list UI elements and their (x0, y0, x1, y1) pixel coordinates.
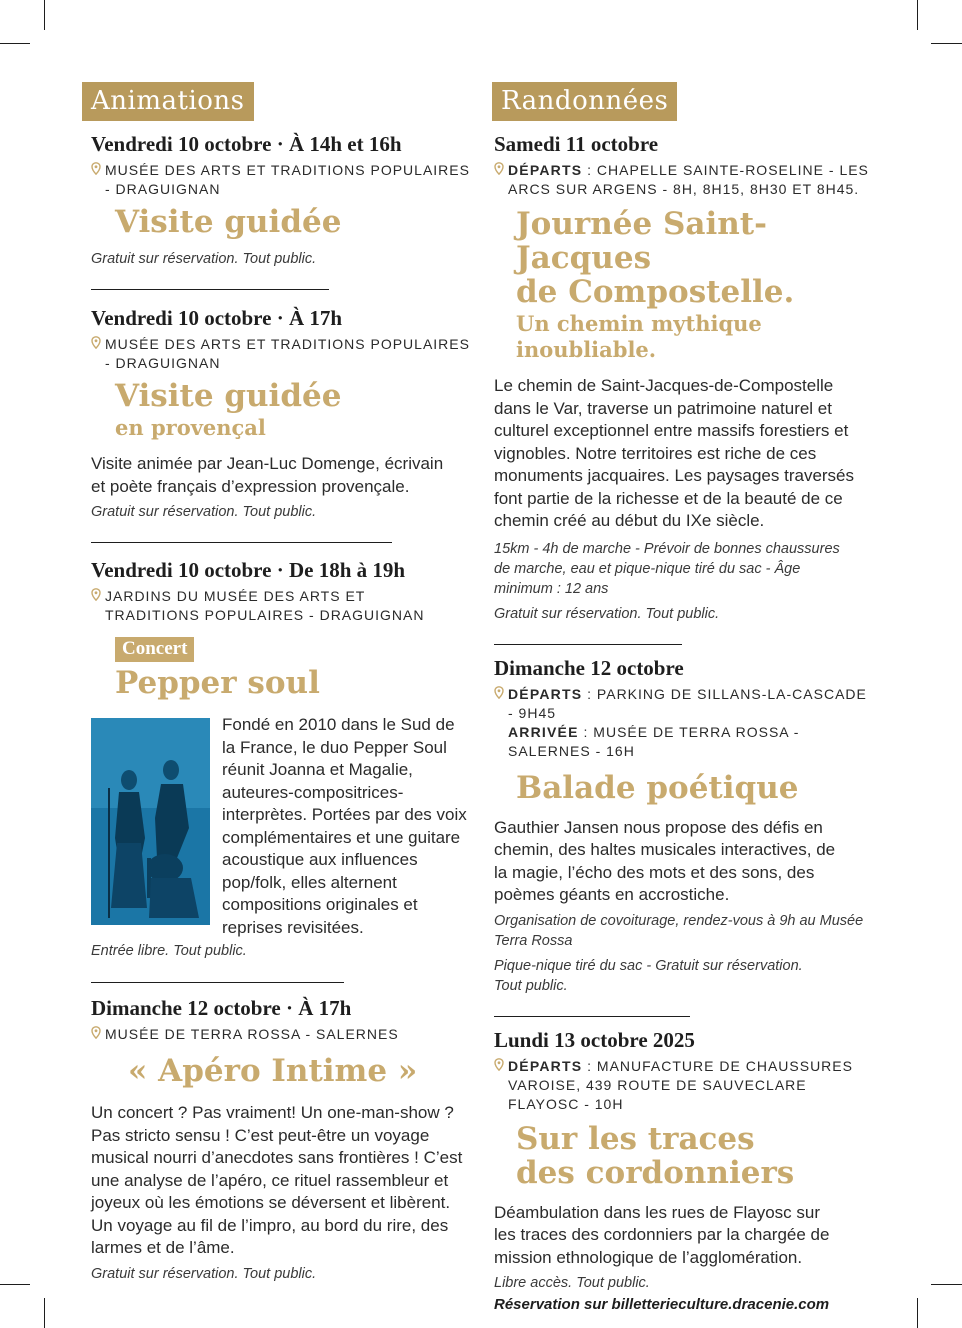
event-title-line: des cordonniers (516, 1154, 795, 1191)
event-title: Balade poétique (516, 769, 799, 806)
event-place (91, 1025, 472, 1044)
crop-mark (44, 1298, 45, 1328)
event-visite-provencal (82, 305, 472, 522)
crop-mark (931, 1284, 962, 1285)
event-title: Pepper soul (115, 665, 320, 701)
event-note: Pique-nique tiré du sac - Gratuit sur réservation. Tout public. (494, 957, 803, 994)
departs-label: DÉPARTS (508, 1057, 583, 1074)
event-title: Visite guidée (115, 378, 342, 414)
place-text: JARDINS DU MUSÉE DES ARTS ET TRADITIONS POPULAIRES - DRAGUIGNAN (105, 588, 425, 623)
randonnees-column (492, 82, 882, 1313)
section-title-randonnees: Randonnées (492, 82, 677, 121)
event-place (91, 335, 472, 373)
departs-text: : CHAPELLE SAINTE-ROSELINE - LES ARCS SUR ARGENS - 8H, 8H15, 8H30 ET 8H45. (508, 162, 869, 197)
divider (494, 1016, 690, 1017)
event-title (516, 1122, 882, 1190)
event-description: Le chemin de Saint-Jacques-de-Compostelle dans le Var, traverse un patrimoine naturel et culturel exceptionnel entre massifs forestiers et vignobles. Notre territoires est riche de ces monuments jacquaires. Les paysages traversés font partie de la richesse et de la beauté de ce chemin créé au début du IXe siècle. (494, 376, 855, 530)
event-note: Gratuit sur réservation. Tout public. (494, 605, 720, 622)
place-text (508, 685, 876, 761)
event-subtitle: Un chemin mythique inoubliable. (516, 311, 762, 362)
event-title-line: Sur les traces (516, 1120, 755, 1157)
location-pin-icon (494, 1057, 508, 1114)
place-text (508, 161, 873, 199)
location-pin-icon (494, 685, 508, 761)
event-date: Dimanche 12 octobre (494, 655, 684, 680)
event-description: Déambulation dans les rues de Flayosc sur les traces des cordonniers par la chargée de mission ethnologique de l’agglomération. (494, 1202, 830, 1267)
event-description: Gauthier Jansen nous propose des défis en chemin, des haltes musicales interactives, de la magie, l’écho des mots et des sons, des poèmes géants en accrostiche. (494, 817, 836, 904)
location-pin-icon (91, 1025, 105, 1044)
event-note: 15km - 4h de marche - Prévoir de bonnes chaussures de marche, eau et pique-nique tiré du sac - Âge minimum : 12 ans (494, 540, 840, 597)
event-note: Organisation de covoiturage, rendez-vous à 9h au Musée Terra Rossa (494, 912, 864, 949)
concert-block (91, 714, 472, 939)
event-description: Visite animée par Jean-Luc Domenge, écrivain et poète français d’expression provençale. (91, 454, 444, 496)
location-pin-icon (91, 587, 105, 625)
concert-photo (91, 718, 210, 925)
concert-badge: Concert (115, 637, 194, 662)
departs-label: DÉPARTS (508, 685, 583, 702)
event-description: Fondé en 2010 dans le Sud de la France, le duo Pepper Soul réunit Joanna et Magalie, auteures-compositrices-interprètes. Portées par des voix complémentaires et une guitare acoustique aux influences pop/folk, elles alternent compositions originales et reprises revisitées. (222, 715, 467, 937)
crop-mark (0, 1284, 30, 1285)
divider (91, 289, 329, 290)
event-title-line: de Compostelle. (516, 274, 795, 310)
event-title: Visite guidée (115, 204, 342, 240)
event-date: Vendredi 10 octobre · De 18h à 19h (91, 558, 406, 582)
event-apero-intime (82, 995, 472, 1284)
place-text: MUSÉE DES ARTS ET TRADITIONS POPULAIRES - DRAGUIGNAN (105, 336, 470, 371)
section-title-animations: Animations (82, 82, 254, 121)
departs-label: DÉPARTS (508, 162, 583, 178)
place-text: MUSÉE DES ARTS ET TRADITIONS POPULAIRES - DRAGUIGNAN (105, 162, 470, 197)
event-place (494, 685, 882, 761)
event-note: Gratuit sur réservation. Tout public. (91, 251, 317, 267)
place-text (508, 1057, 868, 1114)
divider (494, 644, 682, 645)
event-balade-poetique (492, 655, 882, 996)
event-date: Vendredi 10 octobre · À 14h et 16h (91, 132, 402, 156)
crop-mark (917, 0, 918, 30)
divider (91, 982, 344, 983)
event-title (516, 207, 882, 309)
crop-mark (917, 1298, 918, 1328)
event-saint-jacques (492, 131, 882, 624)
event-traces-cordonniers (492, 1027, 882, 1314)
arrivee-label: ARRIVÉE (508, 723, 579, 740)
event-note: Libre accès. Tout public. (494, 1275, 650, 1291)
crop-mark (0, 43, 30, 44)
location-pin-icon (91, 161, 105, 199)
reservation-link[interactable]: Réservation sur billetterieculture.dracenie.com (494, 1296, 830, 1313)
event-visite-guidee (82, 131, 472, 269)
location-pin-icon (91, 335, 105, 373)
event-place (494, 161, 882, 199)
departs-text: : MANUFACTURE DE CHAUSSURES VAROISE, 439 ROUTE DE SAUVECLARE FLAYOSC - 10H (508, 1057, 853, 1112)
event-note: Entrée libre. Tout public. (91, 943, 247, 959)
animations-column (82, 82, 472, 1284)
event-place (91, 161, 472, 199)
location-pin-icon (494, 161, 508, 199)
crop-mark (44, 0, 45, 30)
event-title: « Apéro Intime » (128, 1053, 418, 1089)
event-subtitle: en provençal (115, 415, 266, 440)
event-description: Un concert ? Pas vraiment! Un one-man-show ? Pas stricto sensu ! C’est peut-être un voyage musical nourri d’anecdotes sans frontières ! C’est une analyse de l’apéro, ce rituel rassembleur et joyeux où les émotions se déversent et libèrent. Un voyage au fil de l’impro, au bord du rire, des larmes et de l’âme. (91, 1103, 463, 1257)
event-note: Gratuit sur réservation. Tout public. (91, 504, 317, 520)
event-date: Dimanche 12 octobre · À 17h (91, 996, 352, 1020)
event-note: Gratuit sur réservation. Tout public. (91, 1265, 317, 1282)
event-place (494, 1057, 882, 1114)
divider (91, 542, 392, 543)
place-text: MUSÉE DE TERRA ROSSA - SALERNES (105, 1026, 399, 1042)
event-concert-pepper-soul (82, 557, 472, 961)
crop-mark (931, 43, 962, 44)
event-place (91, 587, 472, 625)
arrivee-text: : MUSÉE DE TERRA ROSSA - SALERNES - 16H (508, 723, 800, 759)
event-date: Lundi 13 octobre 2025 (494, 1027, 695, 1052)
event-date: Samedi 11 octobre (494, 132, 659, 156)
event-date: Vendredi 10 octobre · À 17h (91, 306, 343, 330)
event-title-line: Journée Saint-Jacques (516, 206, 767, 276)
departs-text: : PARKING DE SILLANS-LA-CASCADE - 9H45 (508, 685, 867, 721)
